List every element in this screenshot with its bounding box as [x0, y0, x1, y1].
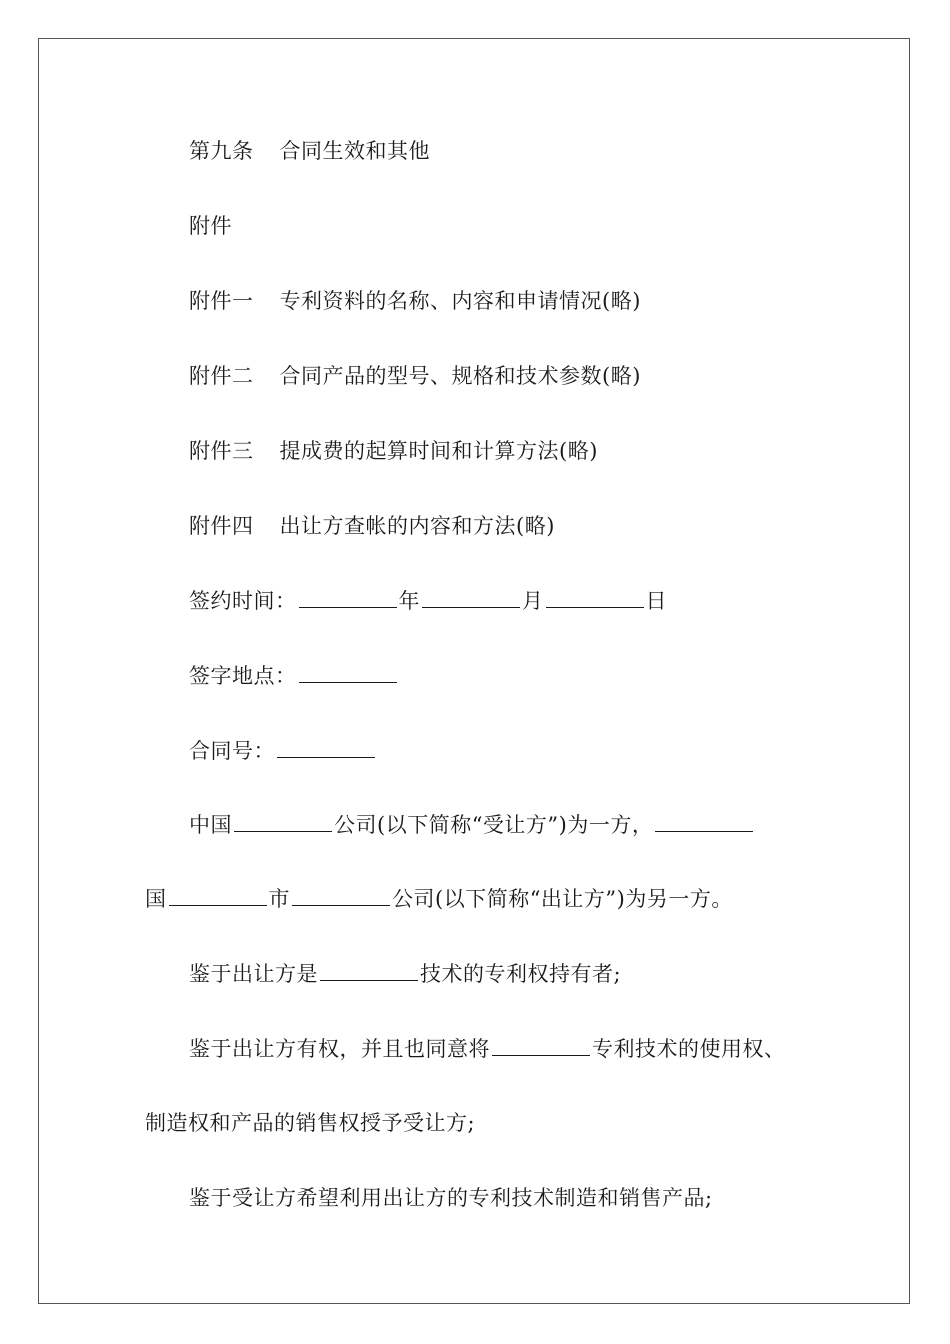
attachment-4 [0, 511, 950, 541]
attachments-heading: 附件 [189, 214, 232, 238]
article-9-heading [0, 136, 950, 166]
attachment-text: 出让方查帐的内容和方法(略) [279, 514, 555, 538]
attachment-1 [0, 286, 950, 316]
article-title: 合同生效和其他 [279, 139, 430, 163]
party-line-2 [0, 884, 950, 914]
whereas-text: 技术的专利权持有者; [420, 962, 622, 986]
article-number: 第九条 [189, 139, 254, 163]
attachment-text: 提成费的起算时间和计算方法(略) [279, 439, 598, 463]
attachment-3 [0, 436, 950, 466]
sign-place-blank [299, 662, 397, 683]
sign-time-label: 签约时间： [189, 589, 297, 613]
party-text: 公司(以下简称“出让方”)为另一方。 [392, 887, 733, 911]
whereas-text: 专利技术的使用权、 [592, 1037, 786, 1061]
country-blank [655, 811, 753, 832]
month-label: 月 [522, 589, 544, 613]
attachment-label: 附件一 [189, 289, 254, 313]
attachment-label: 附件二 [189, 364, 254, 388]
technology-blank [320, 960, 418, 981]
whereas-2-cont: 制造权和产品的销售权授予受让方; [145, 1111, 476, 1135]
attachment-text: 合同产品的型号、规格和技术参数(略) [279, 364, 641, 388]
attachment-label: 附件四 [189, 514, 254, 538]
whereas-3: 鉴于受让方希望利用出让方的专利技术制造和销售产品; [189, 1186, 713, 1210]
whereas-2 [0, 1034, 950, 1064]
contract-no-blank [277, 737, 375, 758]
company-blank [292, 885, 390, 906]
city-blank [169, 885, 267, 906]
whereas-1 [0, 959, 950, 989]
day-label: 日 [645, 589, 667, 613]
sign-time-line [0, 586, 950, 616]
year-blank [299, 587, 397, 608]
sign-place-line [0, 661, 950, 691]
whereas-text: 鉴于出让方是 [189, 962, 318, 986]
party-line-1 [0, 810, 950, 840]
attachment-text: 专利资料的名称、内容和申请情况(略) [279, 289, 641, 313]
party-text: 国 [145, 887, 167, 911]
sign-place-label: 签字地点： [189, 664, 297, 688]
party-text: 公司(以下简称“受让方”)为一方， [334, 813, 654, 837]
day-blank [546, 587, 644, 608]
year-label: 年 [398, 589, 420, 613]
attachment-label: 附件三 [189, 439, 254, 463]
party-text: 市 [268, 887, 290, 911]
contract-no-label: 合同号： [189, 739, 275, 763]
company-blank [234, 811, 332, 832]
attachment-2 [0, 361, 950, 391]
whereas-text: 鉴于出让方有权，并且也同意将 [189, 1037, 490, 1061]
patent-blank [492, 1035, 590, 1056]
contract-no-line [0, 736, 950, 766]
party-text: 中国 [189, 813, 232, 837]
month-blank [422, 587, 520, 608]
